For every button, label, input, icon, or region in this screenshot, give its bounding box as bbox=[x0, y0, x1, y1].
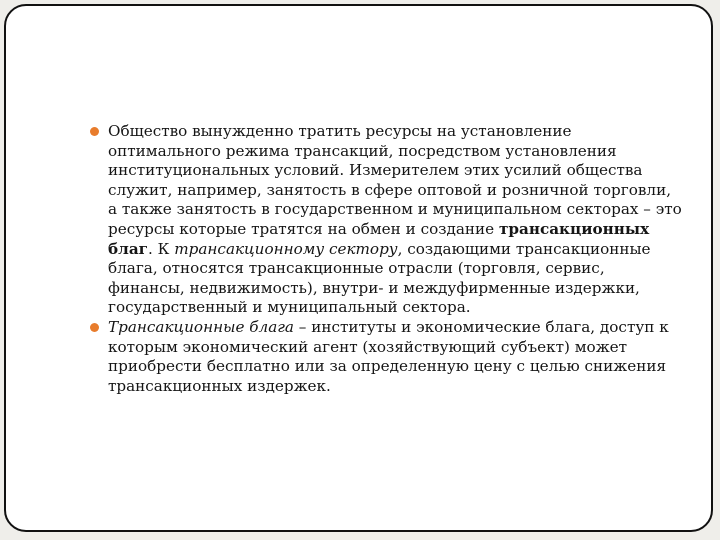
italic-term: Трансакционные блага bbox=[108, 317, 294, 336]
bold-term: трансакционных благ bbox=[108, 219, 650, 258]
bullet-marker-icon bbox=[90, 127, 99, 136]
bullet-list bbox=[84, 122, 684, 396]
bullet-marker-icon bbox=[90, 323, 99, 332]
text-segment: . К bbox=[148, 239, 175, 258]
text-segment: – институты и экономические блага, доступ к которым экономический агент (хозяйствующий субъект) может приобрести бесплатно или за определенную цену с целью снижения трансакционных издержек. bbox=[108, 317, 669, 395]
italic-term: трансакционному сектору bbox=[174, 239, 398, 258]
text-segment: , создающими трансакционные блага, относятся трансакционные отрасли (торговля, сервис, финансы, недвижимость), внутри- и междуфирменные издержки, государственный и муниципальный сектора. bbox=[108, 239, 651, 317]
bullet-item-2 bbox=[84, 318, 684, 396]
bullet-item-1 bbox=[84, 122, 684, 318]
text-segment: Общество вынужденно тратить ресурсы на установление оптимального режима трансакций, посредством установления институциональных условий. Измерителем этих усилий общества служит, например, занятость в сфере оптовой и розничной торговли, а также занятость в государственном и муниципальном секторах – это ресурсы которые тратятся на обмен и создание bbox=[108, 122, 682, 238]
slide bbox=[4, 4, 713, 532]
